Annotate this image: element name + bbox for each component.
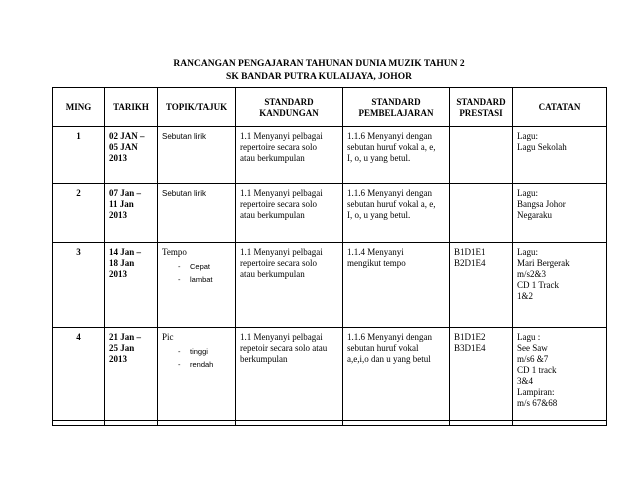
cell-standard-kandungan-line: 1.1 Menyanyi pelbagai [240,131,323,141]
cell-standard-kandungan-line: 1.1 Menyanyi pelbagai [240,188,323,198]
cell-catatan [513,328,607,421]
table-row [53,328,607,421]
cell-standard-kandungan-line: 1.1 Menyanyi pelbagai [240,332,323,342]
list-item [178,273,231,286]
cell-standard-pembelajaran [343,127,450,184]
cell-tarikh-line: 2013 [109,354,127,364]
cell-standard-pembelajaran-line: 1.1.6 Menyanyi dengan [347,332,432,342]
empty-cell [105,421,158,426]
topik-sublist [162,260,231,286]
cell-standard-prestasi [450,184,513,243]
lesson-plan-table [52,87,607,426]
topik-title: Pic [162,332,174,342]
list-item [178,345,231,358]
cell-tarikh-line: 14 Jan – [109,247,142,257]
header-catatan: CATATAN [513,88,607,127]
cell-tarikh [105,184,158,243]
cell-standard-prestasi [450,243,513,328]
cell-catatan-line: See Saw [517,343,548,353]
cell-standard-pembelajaran-line: I, o, u yang betul. [347,153,411,163]
cell-standard-pembelajaran-line: sebutan huruf vokal [347,343,419,353]
cell-catatan [513,243,607,328]
cell-catatan-line: 3&4 [517,376,534,386]
cell-tarikh-line: 21 Jan – [109,332,142,342]
cell-catatan-line: Lagu: [517,131,538,141]
topik-title: Sebutan lirik [162,132,207,141]
cell-tarikh [105,127,158,184]
cell-standard-kandungan-line: atau berkumpulan [240,210,305,220]
cell-standard-pembelajaran-line: 1.1.6 Menyanyi dengan [347,131,432,141]
header-topik: TOPIK/TAJUK [158,88,236,127]
cell-standard-kandungan [236,243,343,328]
cell-topik [158,243,236,328]
header-standard-kandungan: STANDARD KANDUNGAN [236,88,343,127]
header-tarikh: TARIKH [105,88,158,127]
empty-cell [158,421,236,426]
cell-standard-prestasi-line: B1D1E2 [454,332,486,342]
cell-catatan-line: CD 1 Track [517,280,560,290]
header-ming: MING [53,88,105,127]
topik-title: Tempo [162,247,187,257]
cell-standard-kandungan-line: atau berkumpulan [240,269,305,279]
table-row [53,127,607,184]
empty-cell [343,421,450,426]
cell-topik [158,127,236,184]
cell-catatan [513,184,607,243]
empty-cell [236,421,343,426]
cell-standard-pembelajaran [343,184,450,243]
cell-catatan-line: m/s 67&68 [517,398,558,408]
cell-standard-pembelajaran-line: sebutan huruf vokal a, e, [347,142,436,152]
cell-standard-kandungan [236,184,343,243]
cell-tarikh-line: 25 Jan [109,343,135,353]
cell-tarikh-line: 18 Jan [109,258,135,268]
cell-tarikh-line: 11 Jan [109,199,134,209]
sub-item-label: lambat [190,275,213,284]
header-standard-prestasi: STANDARD PRESTASI [450,88,513,127]
cell-tarikh-line: 2013 [109,269,127,279]
header-row [53,88,607,127]
cell-tarikh-line: 07 Jan – [109,188,142,198]
cell-tarikh-line: 2013 [109,210,127,220]
cell-catatan-line: 1&2 [517,291,534,301]
cell-standard-prestasi-line: B2D1E4 [454,258,486,268]
cell-standard-kandungan-line: repetoir secara solo atau [240,343,328,353]
dash-bullet: - [178,347,181,356]
header-standard-pembelajaran: STANDARD PEMBELAJARAN [343,88,450,127]
cell-catatan-line: Lampiran: [517,387,555,397]
cell-standard-kandungan [236,127,343,184]
cell-standard-kandungan-line: 1.1 Menyanyi pelbagai [240,247,323,257]
cell-standard-pembelajaran-line: I, o, u yang betul. [347,210,411,220]
title-line-2: SK BANDAR PUTRA KULAIJAYA, JOHOR [226,72,412,82]
cell-catatan-line: Lagu: [517,247,538,257]
list-item [178,260,231,273]
dash-bullet: - [178,262,181,271]
cell-tarikh-line: 05 JAN [109,142,138,152]
cell-standard-pembelajaran-line: sebutan huruf vokal a, e, [347,199,436,209]
cell-ming: 1 [53,127,105,184]
cell-catatan-line: Lagu : [517,332,541,342]
cell-standard-kandungan-line: berkumpulan [240,354,288,364]
cell-standard-pembelajaran-line: 1.1.4 Menyanyi [347,247,404,257]
cell-standard-pembelajaran-line: 1.1.6 Menyanyi dengan [347,188,432,198]
dash-bullet: - [178,360,181,369]
cell-ming: 2 [53,184,105,243]
cell-standard-kandungan-line: repertoire secara solo [240,142,317,152]
table-row [53,243,607,328]
cell-catatan-line: m/s2&3 [517,269,547,279]
cell-ming: 4 [53,328,105,421]
topik-title: Sebutan lirik [162,189,207,198]
cell-standard-kandungan-line: repertoire secara solo [240,258,317,268]
table-row [53,184,607,243]
sub-item-label: tinggi [190,347,208,356]
cell-catatan-line: Lagu Sekolah [517,142,567,152]
title-line-1: RANCANGAN PENGAJARAN TAHUNAN DUNIA MUZIK TAHUN 2 [173,59,465,69]
empty-table-row [53,421,607,426]
document-title [0,58,638,84]
sub-item-label: rendah [190,360,214,369]
cell-standard-prestasi-line: B3D1E4 [454,343,486,353]
cell-standard-pembelajaran [343,243,450,328]
cell-standard-kandungan-line: atau berkumpulan [240,153,305,163]
cell-standard-prestasi [450,127,513,184]
sub-item-label: Cepat [190,262,211,271]
cell-tarikh [105,328,158,421]
cell-standard-pembelajaran-line: a,e,i,o dan u yang betul [347,354,431,364]
empty-cell [53,421,105,426]
empty-cell [450,421,513,426]
cell-standard-kandungan [236,328,343,421]
cell-catatan [513,127,607,184]
cell-topik [158,328,236,421]
cell-standard-kandungan-line: repertoire secara solo [240,199,317,209]
cell-standard-prestasi [450,328,513,421]
cell-catatan-line: CD 1 track [517,365,557,375]
cell-ming: 3 [53,243,105,328]
cell-catatan-line: Mari Bergerak [517,258,570,268]
cell-catatan-line: Lagu: [517,188,538,198]
cell-standard-pembelajaran [343,328,450,421]
cell-topik [158,184,236,243]
list-item [178,358,231,371]
empty-cell [513,421,607,426]
cell-standard-prestasi-line: B1D1E1 [454,247,486,257]
cell-catatan-line: Negaraku [517,210,552,220]
cell-catatan-line: Bangsa Johor [517,199,566,209]
cell-tarikh [105,243,158,328]
cell-tarikh-line: 02 JAN – [109,131,145,141]
cell-standard-pembelajaran-line: mengikut tempo [347,258,406,268]
cell-tarikh-line: 2013 [109,153,127,163]
topik-sublist [162,345,231,371]
cell-catatan-line: m/s6 &7 [517,354,549,364]
dash-bullet: - [178,275,181,284]
